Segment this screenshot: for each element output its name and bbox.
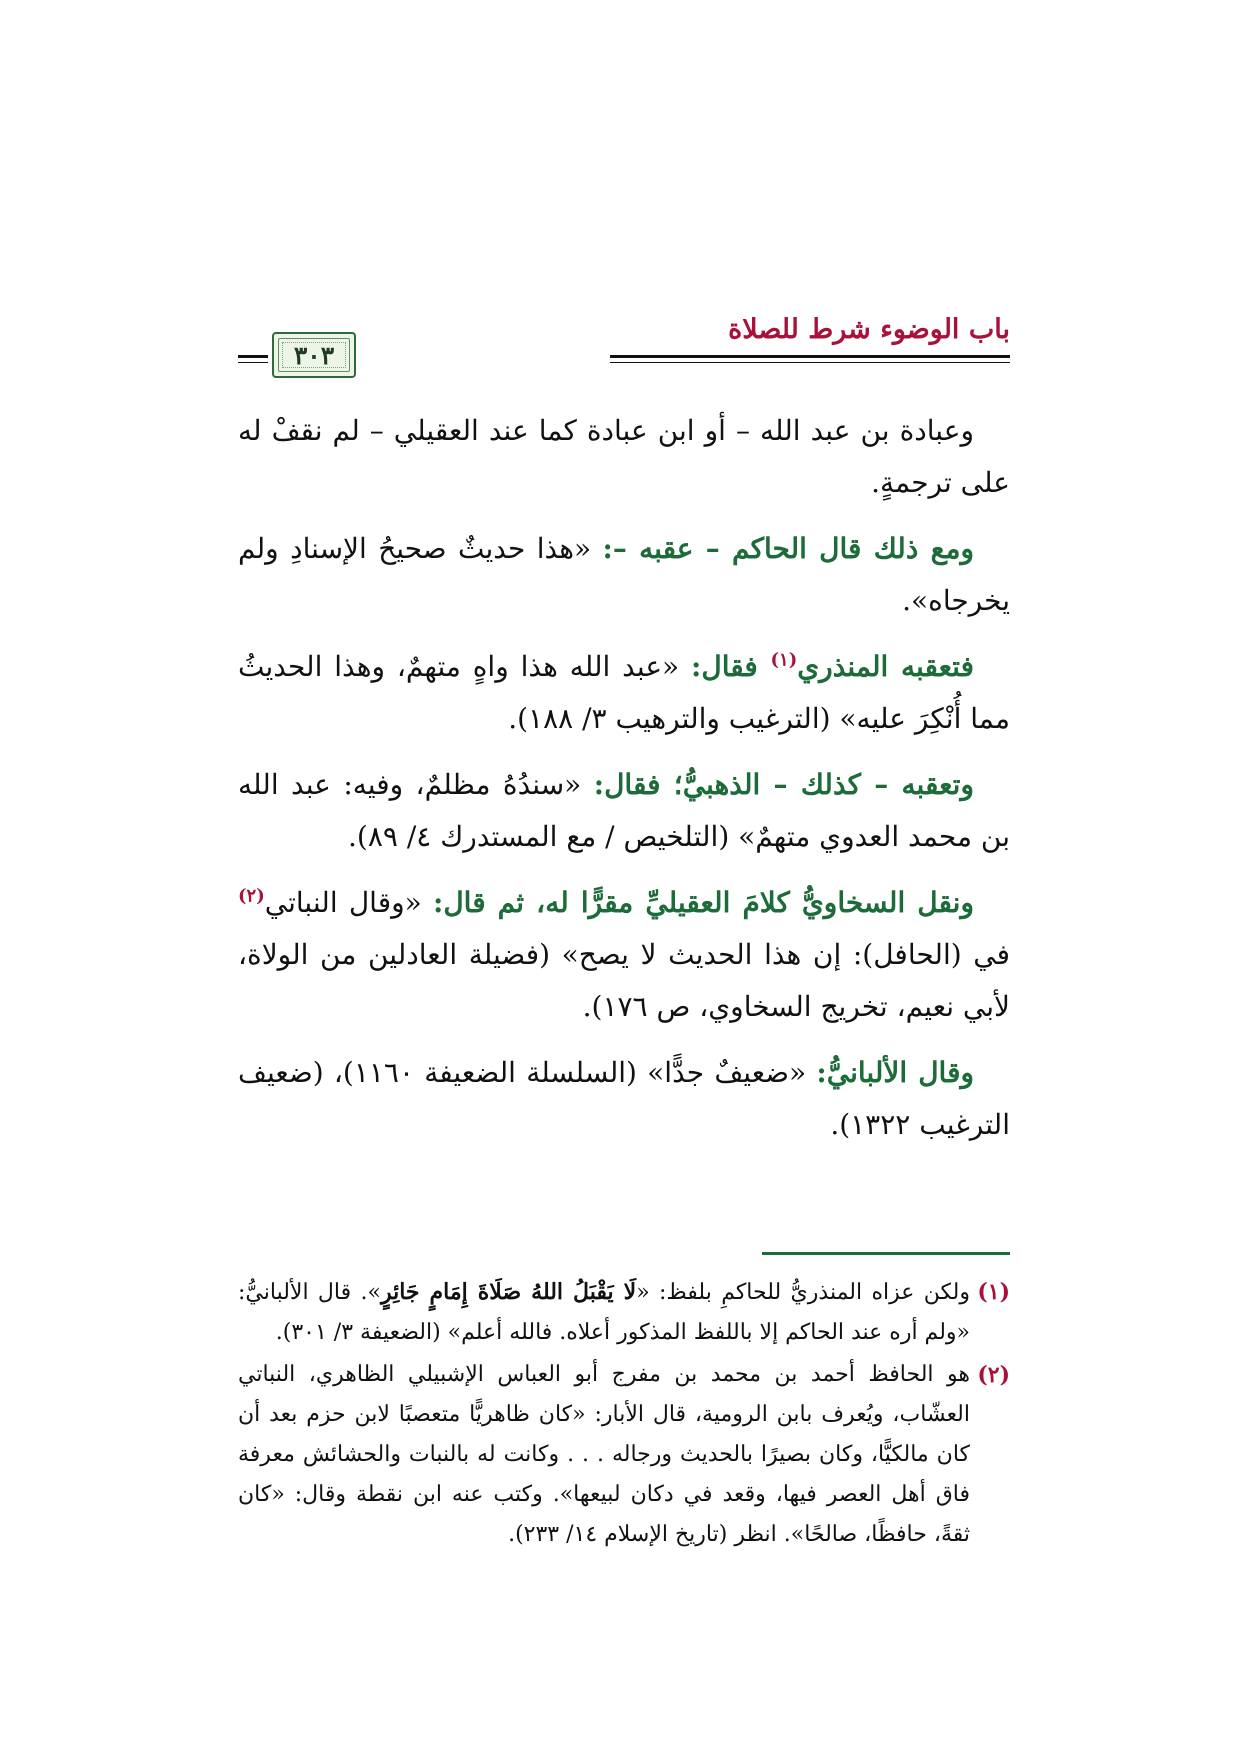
paragraph-text: «سندُهُ مظلمٌ، وفيه: عبد الله بن محمد العدوي متهمٌ» (التلخيص / مع المستدرك ٤/ ٨٩). <box>238 768 1010 853</box>
page-number: ٣٠٣ <box>293 340 335 370</box>
header-rule-bottom <box>610 362 1010 363</box>
footnote-text-tail: ». قال الألبانيُّ: «ولم أره عند الحاكم إلا باللفظ المذكور أعلاه. فالله أعلم» (الضعيفة ٣/ ٣٠١). <box>238 1280 970 1345</box>
footnote-marker: (١) <box>977 1279 1010 1305</box>
paragraph-2 <box>238 523 1010 627</box>
paragraph-text: «عبد الله هذا واهٍ متهمٌ، وهذا الحديثُ مما أُنْكِرَ عليه» (الترغيب والترهيب ٣/ ١٨٨). <box>238 650 1010 735</box>
paragraph-lead: وتعقبه – كذلك – الذهبيُّ؛ فقال: <box>593 768 974 801</box>
main-text <box>238 405 1010 1165</box>
running-title: باب الوضوء شرط للصلاة <box>728 314 1010 345</box>
page-header <box>238 310 1010 390</box>
paragraph-4 <box>238 759 1010 863</box>
paragraph-text: وعبادة بن عبد الله – أو ابن عبادة كما عند العقيلي – لم نقفْ له على ترجمةٍ. <box>238 414 1010 499</box>
paragraph-1 <box>238 405 1010 509</box>
footnote-marker: (٢) <box>977 1362 1010 1388</box>
paragraph-5 <box>238 877 1010 1033</box>
paragraph-lead: ومع ذلك قال الحاكم – عقبه –: <box>602 532 974 565</box>
footnote-text: هو الحافظ أحمد بن محمد بن مفرج أبو العباس الإشبيلي الظاهري، النباتي العشّاب، ويُعرف بابن الرومية، قال الأبار: «كان ظاهريًّا متعصبًا لابن حزم بعد أن كان مالكيًّا، وكان بصيرًا بالحديث ورجاله . . . وكانت له بالنبات والحشائش معرفة فاق أهل العصر فيها، وقعد في دكان لبيعها». وكتب عنه ابن نقطة وقال: «كان ثقةً، حافظًا، صالحًا». انظر (تاريخ الإسلام ١٤/ ٢٣٣). <box>238 1362 970 1547</box>
footnote-text: ولكن عزاه المنذريُّ للحاكمِ بلفظ: « <box>636 1280 970 1305</box>
footnotes <box>238 1272 1010 1557</box>
paragraph-3 <box>238 641 1010 745</box>
paragraph-lead: ونقل السخاويُّ كلامَ العقيليِّ مقرًّا له، ثم قال: <box>433 886 974 919</box>
footnote-ref-2[interactable]: (٢) <box>238 885 265 907</box>
paragraph-text-tail: في (الحافل): إن هذا الحديث لا يصح» (فضيلة العادلين من الولاة، لأبي نعيم، تخريج السخاوي، ص ١٧٦). <box>238 938 1010 1023</box>
paragraph-lead-continued: فقال: <box>691 650 771 683</box>
paragraph-lead: وقال الألبانيُّ: <box>816 1056 974 1089</box>
footnote-2 <box>238 1355 1010 1555</box>
header-rule-top <box>610 355 1010 358</box>
paragraph-lead: فتعقبه المنذري <box>797 650 975 683</box>
paragraph-text: «ضعيفٌ جدًّا» (السلسلة الضعيفة ١١٦٠)، (ضعيف الترغيب ١٣٢٢). <box>238 1056 1010 1141</box>
header-rule-left-bottom <box>238 362 268 363</box>
paragraph-6 <box>238 1047 1010 1151</box>
footnote-separator <box>762 1252 1010 1255</box>
header-rule-left-top <box>238 355 268 358</box>
footnote-quote: لَا يَقْبَلُ اللهُ صَلَاةَ إِمَامٍ جَائِرٍ <box>380 1279 637 1305</box>
paragraph-text: «وقال النباتي <box>264 886 433 919</box>
footnote-ref-1[interactable]: (١) <box>770 649 798 671</box>
paragraph-text: «هذا حديثٌ صحيحُ الإسنادِ ولم يخرجاه». <box>238 532 1010 617</box>
page-number-badge <box>272 332 356 378</box>
footnote-1 <box>238 1272 1010 1353</box>
